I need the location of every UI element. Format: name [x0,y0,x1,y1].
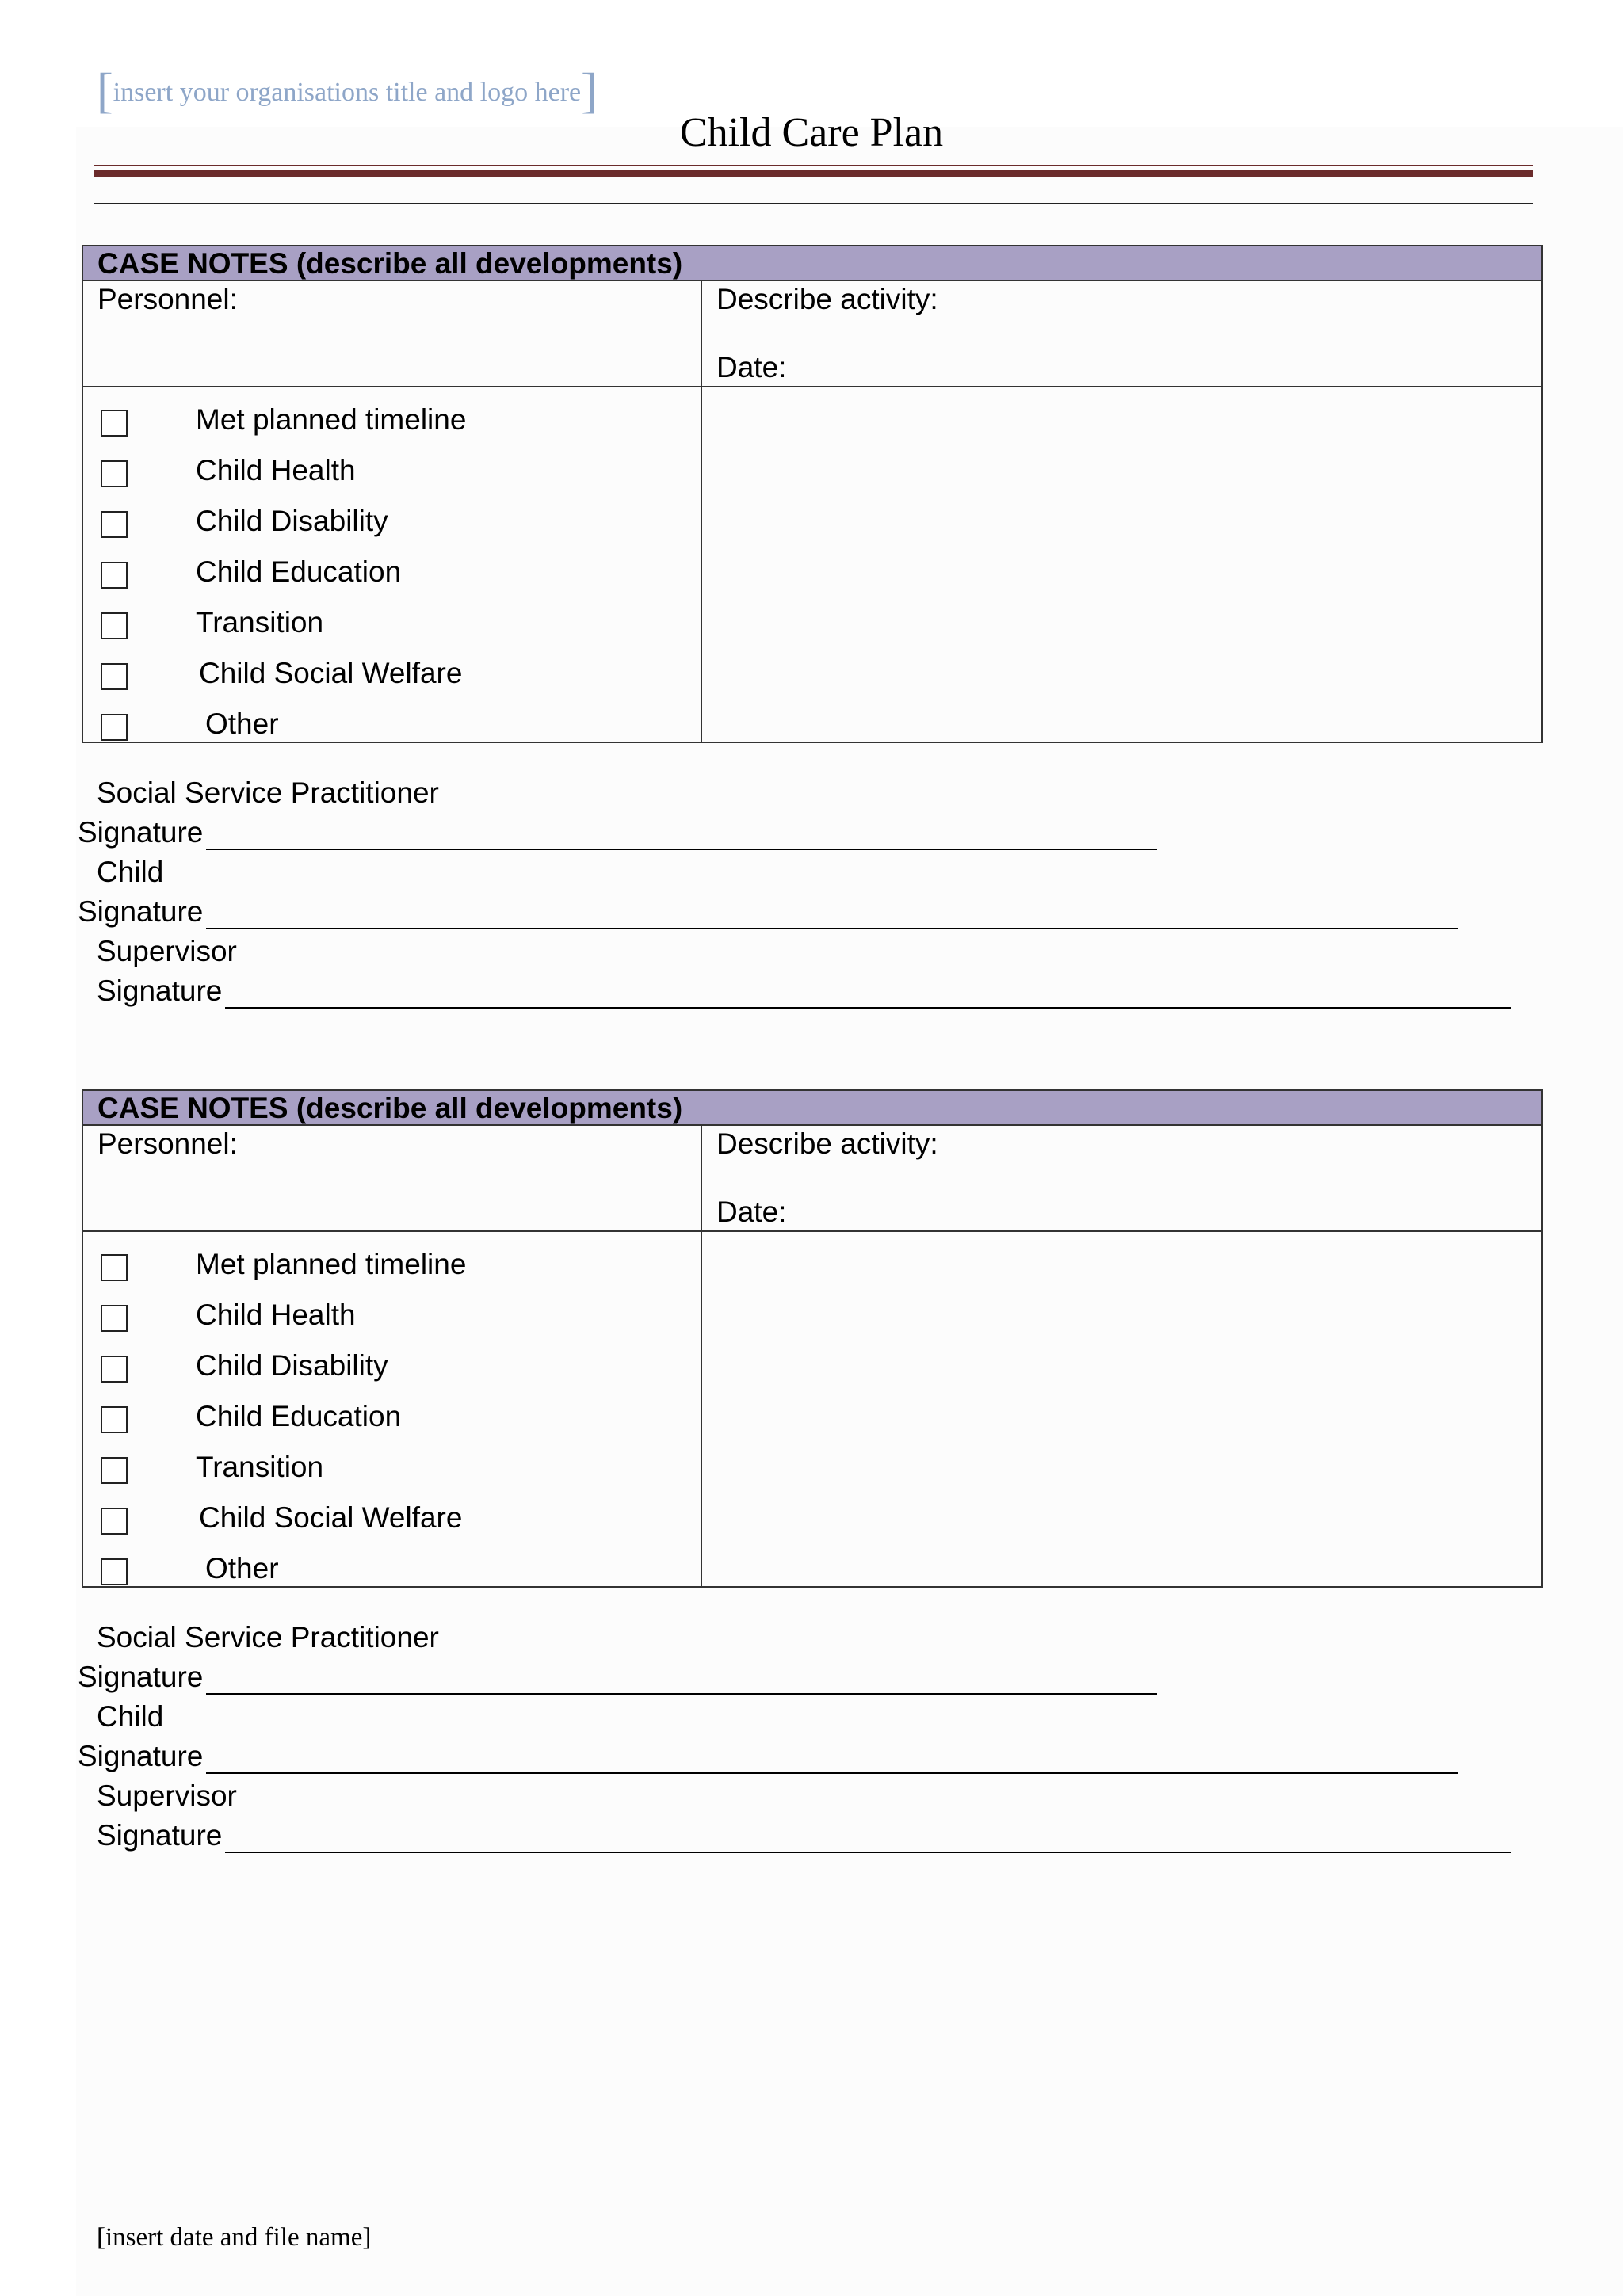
checkbox[interactable] [101,1254,128,1281]
date-label: Date: [716,351,787,383]
supervisor-signature-label: Signature [97,974,223,1007]
bracket-open: [ [97,64,113,118]
personnel-cell[interactable] [83,281,702,386]
checkbox-met-planned-timeline[interactable] [83,1248,701,1294]
child-signature-label: Signature [78,895,204,928]
case-notes-checklist-row [83,1232,1541,1586]
checklist-cell [83,387,702,742]
supervisor-signature-line[interactable] [225,1852,1511,1853]
checkbox[interactable] [101,1305,128,1332]
checkbox-child-disability[interactable] [83,505,701,551]
checkbox-child-education[interactable] [83,555,701,601]
practitioner-signature-line[interactable] [206,849,1157,850]
personnel-label: Personnel: [97,283,238,315]
checkbox-label: Transition [196,606,324,639]
checkbox[interactable] [101,612,128,639]
checkbox[interactable] [101,562,128,589]
checkbox-label: Other [205,707,279,740]
checkbox-label: Transition [196,1451,324,1483]
personnel-cell[interactable] [83,1126,702,1230]
document-title: Child Care Plan [679,110,944,155]
checkbox[interactable] [101,1406,128,1433]
case-notes-table-2 [82,1089,1543,1588]
child-signature-line[interactable] [206,1772,1458,1774]
checkbox[interactable] [101,460,128,487]
checkbox-label: Child Education [196,555,402,588]
checkbox-other[interactable] [83,1552,701,1598]
child-title: Child [97,856,164,888]
checkbox-label: Met planned timeline [196,403,467,436]
checkbox-child-education[interactable] [83,1400,701,1446]
checkbox-child-health[interactable] [83,1299,701,1344]
checkbox-child-social-welfare[interactable] [83,1501,701,1547]
case-notes-info-row [83,281,1541,387]
checkbox-transition[interactable] [83,606,701,652]
notes-cell[interactable] [702,1232,1541,1586]
child-title: Child [97,1700,164,1733]
checkbox[interactable] [101,663,128,690]
checkbox-child-disability[interactable] [83,1349,701,1395]
describe-activity-label: Describe activity: [716,1127,938,1160]
checkbox[interactable] [101,1508,128,1535]
checkbox[interactable] [101,1457,128,1484]
checkbox-label: Child Disability [196,1349,388,1382]
case-notes-header: CASE NOTES (describe all developments) [83,1091,1541,1126]
checkbox-label: Child Education [196,1400,402,1432]
practitioner-signature-label: Signature [78,1661,204,1693]
organisation-placeholder-text: insert your organisations title and logo here [113,78,582,107]
checkbox[interactable] [101,714,128,741]
supervisor-signature-line[interactable] [225,1007,1511,1009]
date-label: Date: [716,1196,787,1228]
title-rule-thick [94,170,1533,177]
practitioner-title: Social Service Practitioner [97,1621,439,1653]
case-notes-table-1 [82,245,1543,743]
checkbox-label: Child Disability [196,505,388,537]
checklist-cell [83,1232,702,1586]
practitioner-signature-line[interactable] [206,1693,1157,1695]
describe-activity-label: Describe activity: [716,283,938,315]
supervisor-title: Supervisor [97,1779,237,1812]
checkbox-transition[interactable] [83,1451,701,1497]
checkbox-label: Met planned timeline [196,1248,467,1280]
child-signature-line[interactable] [206,928,1458,929]
practitioner-signature-label: Signature [78,816,204,849]
checkbox-child-social-welfare[interactable] [83,657,701,703]
footer-placeholder: [insert date and file name] [97,2223,372,2252]
supervisor-signature-label: Signature [97,1819,223,1852]
case-notes-info-row [83,1126,1541,1232]
checkbox-label: Child Social Welfare [199,657,463,689]
checkbox[interactable] [101,410,128,437]
checkbox-label: Child Health [196,454,356,486]
bracket-close: ] [581,64,598,118]
checkbox[interactable] [101,511,128,538]
practitioner-title: Social Service Practitioner [97,776,439,809]
case-notes-header: CASE NOTES (describe all developments) [83,246,1541,281]
activity-cell[interactable] [702,1126,1541,1230]
personnel-label: Personnel: [97,1127,238,1160]
checkbox-child-health[interactable] [83,454,701,500]
activity-cell[interactable] [702,281,1541,386]
checkbox[interactable] [101,1558,128,1585]
title-rule-thin [94,165,1533,166]
header-divider [94,203,1533,204]
checkbox-label: Child Social Welfare [199,1501,463,1534]
case-notes-checklist-row [83,387,1541,742]
child-signature-label: Signature [78,1740,204,1772]
checkbox-other[interactable] [83,707,701,753]
notes-cell[interactable] [702,387,1541,742]
supervisor-title: Supervisor [97,935,237,967]
checkbox-met-planned-timeline[interactable] [83,403,701,449]
checkbox[interactable] [101,1356,128,1383]
checkbox-label: Other [205,1552,279,1585]
checkbox-label: Child Health [196,1299,356,1331]
